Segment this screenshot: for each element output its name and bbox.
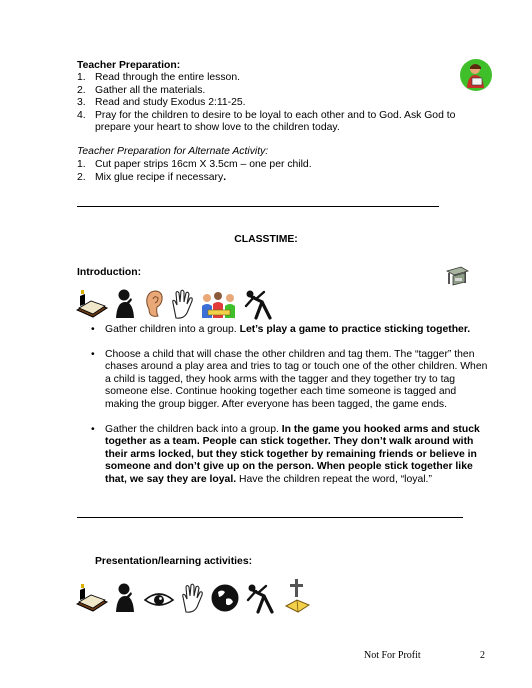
- bible-icon: [75, 582, 109, 614]
- teacher-prep-heading: Teacher Preparation:: [77, 60, 181, 71]
- section-divider: [77, 206, 439, 207]
- bible-icon: [75, 288, 109, 320]
- list-item: 2. Gather all the materials.: [77, 84, 206, 96]
- introduction-icon-row: [75, 288, 278, 320]
- introduction-bullets: [77, 324, 489, 499]
- alt-prep-list: [77, 159, 477, 184]
- hand-icon: [178, 582, 206, 614]
- list-item: 2. Mix glue recipe if necessary.: [77, 171, 227, 183]
- alt-prep-heading: Teacher Preparation for Alternate Activity:: [77, 146, 269, 157]
- introduction-heading: Introduction:: [77, 267, 142, 278]
- praying-child-icon: [112, 582, 140, 614]
- teacher-prep-list: [77, 72, 477, 135]
- children-group-icon: [199, 288, 239, 320]
- globe-icon: [209, 582, 241, 614]
- stretching-person-icon: [244, 582, 280, 614]
- list-item: 1. Read through the entire lesson.: [77, 72, 240, 83]
- page-number: 2: [480, 650, 485, 661]
- list-item: 4. Pray for the children to desire to be loyal to each other and to God. Ask God to prepare your heart to show love to the children today.: [77, 109, 456, 134]
- list-item: 3. Read and study Exodus 2:11-25.: [77, 97, 246, 109]
- praying-child-icon: [112, 288, 140, 320]
- cross-book-icon: [283, 578, 311, 614]
- presentation-icon-row: [75, 578, 311, 614]
- presentation-heading: Presentation/learning activities:: [95, 556, 253, 567]
- eye-icon: [143, 582, 175, 614]
- list-item: • Gather the children back into a group. In the game you hooked arms and stuck together as a team. People can stick together. They don’t walk around with their arms locked, but they stick together by remaining friends or believe in someone and don’t give up on the person. When people stick together like that, we say they are loyal. Have the children repeat the word, “loyal.”: [91, 423, 480, 485]
- section-divider: [77, 517, 463, 518]
- list-item: 1. Cut paper strips 16cm X 3.5cm – one per child.: [77, 159, 312, 170]
- desk-icon: [444, 262, 470, 293]
- list-item: • Gather children into a group. Let’s play a game to practice sticking together.: [91, 324, 471, 335]
- hand-icon: [168, 288, 196, 320]
- footer-note: Not For Profit: [364, 650, 421, 661]
- ear-icon: [143, 288, 165, 320]
- list-item: • Choose a child that will chase the other children and tag them. The “tagger” then chases around a play area and tries to tag or touch one of the other children. When a child is tagged, they hook arms with the tagger and they together try to tag someone else. Continue hooking together each time someone is tagged and making the group bigger. After everyone has been tagged, the game ends.: [91, 348, 488, 410]
- stretching-person-icon: [242, 288, 278, 320]
- classtime-title: CLASSTIME:: [234, 234, 298, 245]
